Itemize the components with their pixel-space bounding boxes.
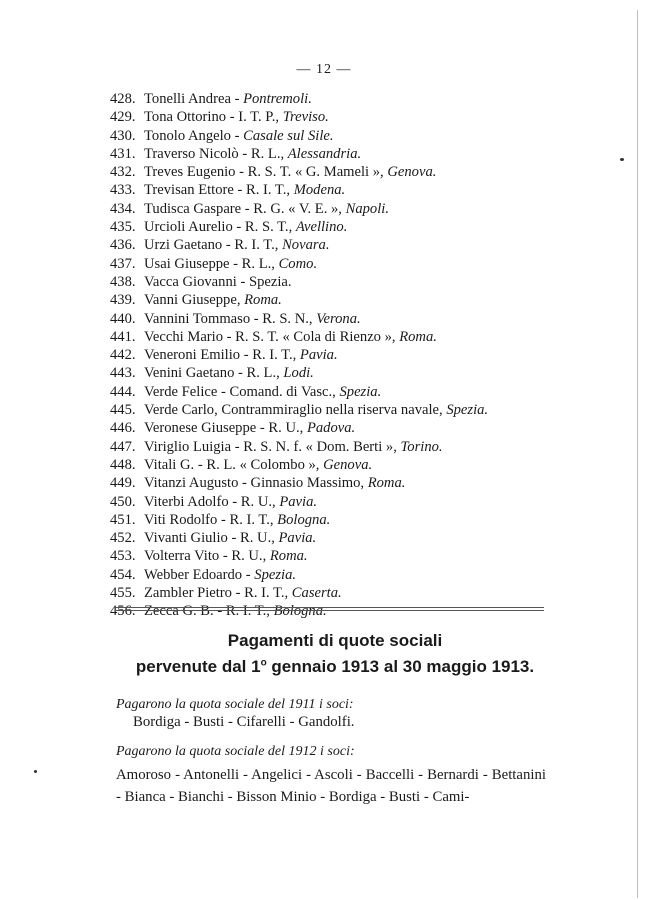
member-place: Verona. (316, 310, 361, 327)
member-text: Vivanti Giulio - R. U., (144, 530, 279, 547)
member-number: 430. (110, 127, 136, 144)
member-row (110, 310, 550, 328)
member-number: 441. (110, 328, 136, 345)
member-place: Caserta. (291, 585, 342, 602)
section-title-line1: Pagamenti di quote sociali (227, 631, 443, 650)
member-place: Casale sul Sile. (243, 127, 334, 144)
member-place: Alessandria. (287, 145, 362, 162)
member-row (110, 474, 550, 492)
section-divider (116, 607, 544, 611)
member-number: 431. (110, 145, 136, 162)
member-row (110, 584, 550, 602)
member-text: Verde Felice - Comand. di Vasc., (144, 383, 340, 400)
member-row (110, 438, 550, 456)
member-row (110, 456, 550, 474)
title-line2-pre: pervenute dal 1 (135, 657, 261, 676)
member-row (110, 383, 550, 401)
member-place: Pavia. (278, 530, 317, 547)
member-text: Vitali G. - R. L. « Colombo », (144, 456, 324, 473)
member-number: 432. (110, 164, 136, 181)
member-list (110, 90, 550, 621)
title-line2-sup: o (260, 657, 267, 669)
scan-speck (620, 158, 624, 161)
member-number: 447. (110, 438, 136, 455)
member-number: 437. (110, 255, 136, 272)
member-row (110, 145, 550, 163)
title-line2-post: gennaio 1913 al 30 maggio 1913. (266, 657, 535, 676)
names-1912: Amoroso - Antonelli - Angelici - Ascoli - Baccelli - Bernardi - Bettanini - Bianca - Bianchi - Bisson Minio - Bordiga - Busti - Cami- (116, 767, 546, 805)
member-place: Genova. (323, 456, 373, 473)
member-number: 440. (110, 310, 136, 327)
member-text: Tonelli Andrea - (144, 91, 244, 107)
member-number: 454. (110, 566, 136, 583)
label-1911: Pagarono la quota sociale del 1911 i soci: (116, 697, 354, 712)
member-number: 442. (110, 347, 136, 364)
member-text: Tonolo Angelo - (144, 127, 244, 144)
member-text: Traverso Nicolò - R. L., (144, 145, 288, 162)
member-place: Napoli. (345, 200, 389, 217)
member-number: 434. (110, 200, 136, 217)
member-number: 455. (110, 585, 136, 602)
member-text: Vacca Giovanni - Spezia. (144, 273, 292, 290)
member-text: Viti Rodolfo - R. I. T., (144, 511, 278, 528)
member-place: Avellino. (295, 219, 348, 236)
member-text: Webber Edoardo - (144, 566, 255, 583)
member-row (110, 291, 550, 309)
member-place: Lodi. (283, 365, 314, 382)
member-number: 436. (110, 237, 136, 254)
member-number: 435. (110, 219, 136, 236)
member-text: Viriglio Luigia - R. S. N. f. « Dom. Berti », (144, 438, 401, 455)
member-place: Torino. (400, 438, 443, 455)
member-text: Usai Giuseppe - R. L., (144, 255, 279, 272)
member-place: Spezia. (446, 402, 489, 419)
member-place: Padova. (306, 420, 356, 437)
member-text: Veronese Giuseppe - R. U., (144, 420, 307, 437)
member-place: Genova. (387, 164, 437, 181)
member-place: Pavia. (279, 493, 318, 510)
member-place: Spezia. (339, 383, 382, 400)
member-row (110, 218, 550, 236)
member-number: 428. (110, 91, 136, 107)
member-row (110, 493, 550, 511)
member-number: 450. (110, 493, 136, 510)
member-row (110, 364, 550, 382)
member-place: Bologna. (277, 511, 331, 528)
member-row (110, 602, 550, 620)
member-place: Roma. (399, 328, 437, 345)
member-row (110, 108, 550, 126)
names-1911: Bordiga - Busti - Cifarelli - Gandolfi. (133, 714, 355, 730)
member-row (110, 566, 550, 584)
member-number: 433. (110, 182, 136, 199)
member-row (110, 529, 550, 547)
member-place: Novara. (282, 237, 330, 254)
member-text: Urzi Gaetano - R. I. T., (144, 237, 283, 254)
member-number: 445. (110, 402, 136, 419)
member-text: Vecchi Mario - R. S. T. « Cola di Rienzo », (144, 328, 400, 345)
member-text: Viterbi Adolfo - R. U., (144, 493, 280, 510)
member-row (110, 236, 550, 254)
member-text: Tudisca Gaspare - R. G. « V. E. », (144, 200, 346, 217)
member-text: Vitanzi Augusto - Ginnasio Massimo, (144, 475, 368, 492)
member-row (110, 181, 550, 199)
member-number: 456. (110, 603, 136, 620)
member-row (110, 127, 550, 145)
member-text: Trevisan Ettore - R. I. T., (144, 182, 294, 199)
member-place: Bologna. (273, 603, 327, 620)
member-number: 448. (110, 456, 136, 473)
member-number: 429. (110, 109, 136, 126)
label-1912: Pagarono la quota sociale del 1912 i soci: (116, 744, 355, 759)
member-number: 449. (110, 475, 136, 492)
page-number: — 12 — (296, 62, 352, 77)
section-title-line2 (100, 654, 570, 680)
member-place: Roma. (244, 292, 282, 309)
member-row (110, 346, 550, 364)
scan-speck (34, 770, 37, 773)
member-text: Veneroni Emilio - R. I. T., (144, 347, 300, 364)
section-title (100, 628, 570, 680)
member-text: Urcioli Aurelio - R. S. T., (144, 219, 296, 236)
member-place: Pavia. (299, 347, 338, 364)
member-place: Treviso. (282, 109, 329, 126)
member-row (110, 419, 550, 437)
member-text: Venini Gaetano - R. L., (144, 365, 284, 382)
member-number: 439. (110, 292, 136, 309)
member-place: Como. (278, 255, 318, 272)
member-number: 453. (110, 548, 136, 565)
member-row (110, 511, 550, 529)
member-text: Verde Carlo, Contrammiraglio nella riserva navale, (144, 402, 447, 419)
member-place: Pontremoli. (243, 91, 312, 107)
member-text: Zecca G. B. - R. I. T., (144, 603, 274, 620)
member-number: 444. (110, 383, 136, 400)
member-place: Spezia. (254, 566, 297, 583)
member-row (110, 255, 550, 273)
member-row (110, 163, 550, 181)
member-row (110, 273, 550, 291)
member-text: Volterra Vito - R. U., (144, 548, 270, 565)
member-row (110, 547, 550, 565)
member-number: 438. (110, 273, 136, 290)
member-row (110, 328, 550, 346)
member-text: Vanni Giuseppe, (144, 292, 245, 309)
member-text: Tona Ottorino - I. T. P., (144, 109, 283, 126)
scan-edge-line (637, 10, 638, 898)
member-number: 451. (110, 511, 136, 528)
member-number: 446. (110, 420, 136, 437)
member-place: Roma. (367, 475, 406, 492)
member-place: Roma. (269, 548, 308, 565)
member-number: 452. (110, 530, 136, 547)
member-text: Vannini Tommaso - R. S. N., (144, 310, 317, 327)
member-row (110, 90, 550, 108)
member-row (110, 401, 550, 419)
member-text: Treves Eugenio - R. S. T. « G. Mameli », (144, 164, 388, 181)
member-place: Modena. (293, 182, 346, 199)
member-number: 443. (110, 365, 136, 382)
member-text: Zambler Pietro - R. I. T., (144, 585, 292, 602)
member-row (110, 200, 550, 218)
